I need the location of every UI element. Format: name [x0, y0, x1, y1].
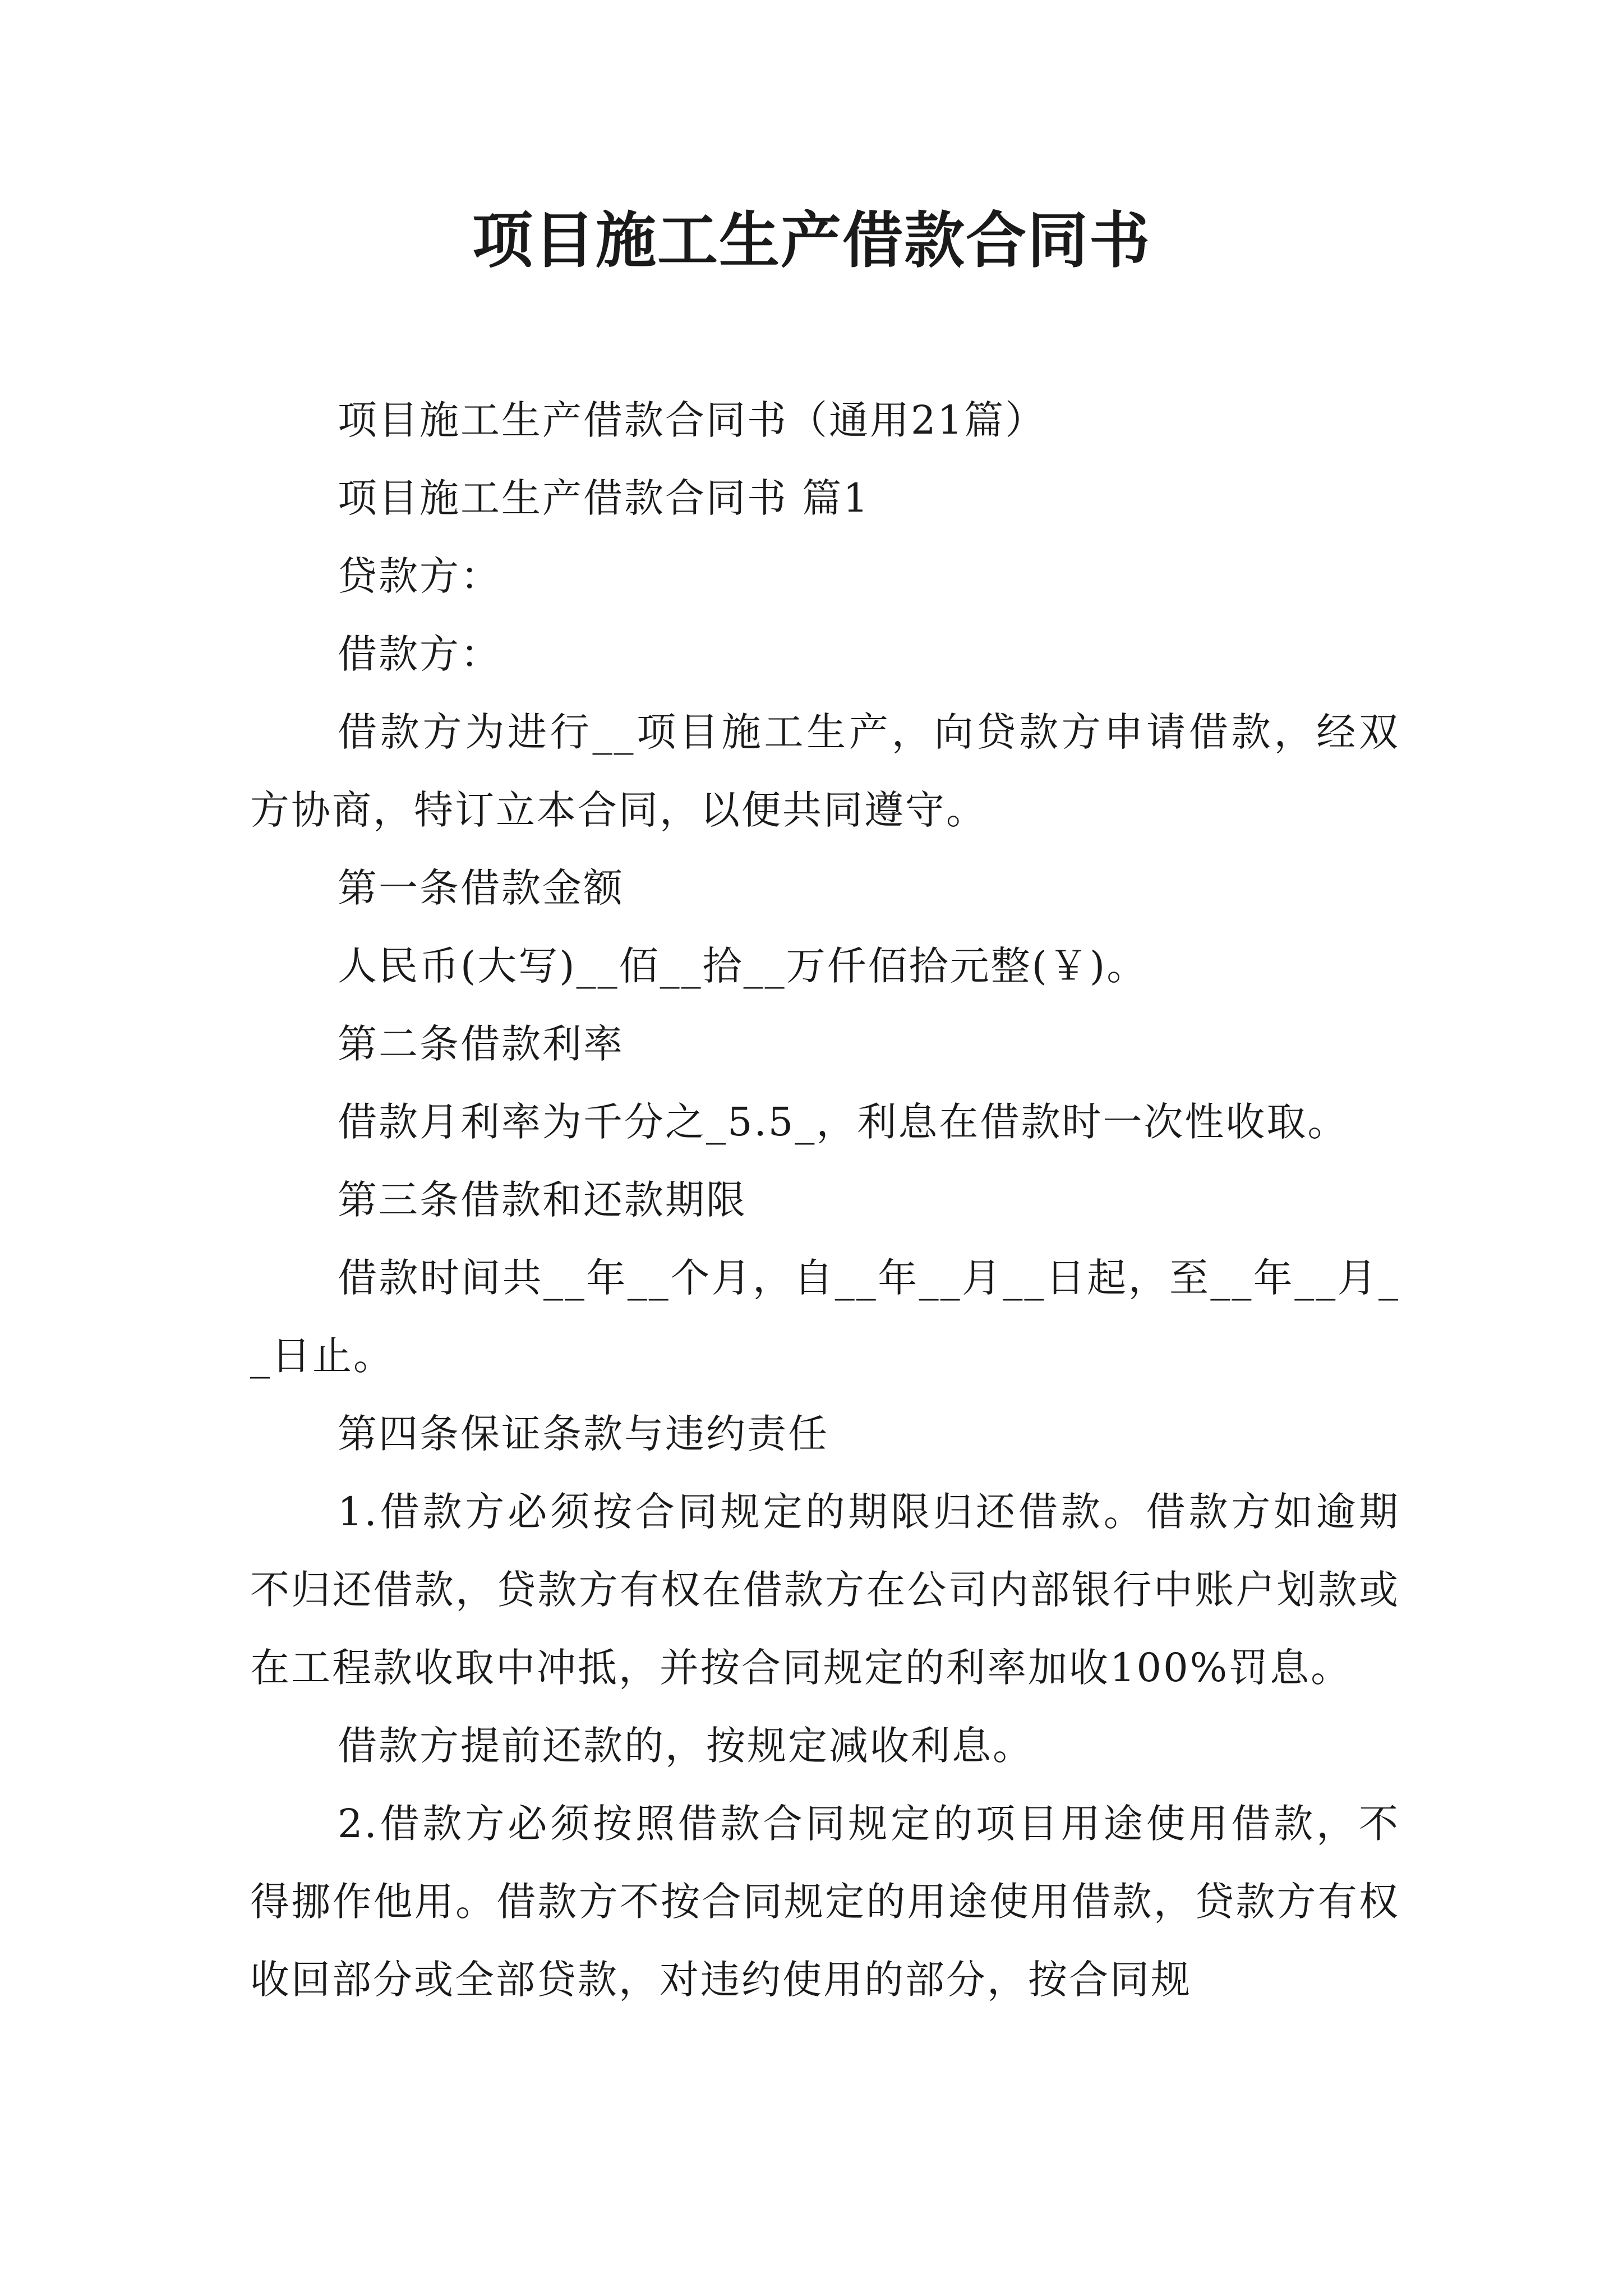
paragraph-article-3-heading: 第三条借款和还款期限 [338, 1177, 747, 1223]
paragraph-article-2-body: 借款月利率为千分之_5.5_，利息在借款时一次性收取。 [338, 1099, 1349, 1145]
paragraph-article-2-heading: 第二条借款利率 [338, 1021, 624, 1067]
paragraph-article-4-early-repayment: 借款方提前还款的，按规定减收利息。 [338, 1723, 1034, 1769]
paragraph-article-1-heading: 第一条借款金额 [338, 865, 624, 911]
paragraph-subtitle: 项目施工生产借款合同书（通用21篇） [338, 397, 1046, 443]
paragraph-article-4-clause-1: 1.借款方必须按合同规定的期限归还借款。借款方如逾期不归还借款，贷款方有权在借款方在公司内部银行中账户划款或在工程款收取中冲抵，并按合同规定的利率加收100%罚息。 [250, 1489, 1400, 1691]
paragraph-article-4-clause-2: 2.借款方必须按照借款合同规定的项目用途使用借款，不得挪作他用。借款方不按合同规定的用途使用借款，贷款方有权收回部分或全部贷款，对违约使用的部分，按合同规 [250, 1801, 1400, 2003]
paragraph-lender: 贷款方： [338, 553, 501, 599]
paragraph-borrower: 借款方： [338, 631, 501, 677]
paragraph-section-heading: 项目施工生产借款合同书 篇1 [338, 475, 870, 521]
paragraph-article-1-body: 人民币(大写)__佰__拾__万仟佰拾元整(￥)。 [338, 943, 1148, 989]
paragraph-article-3-body: 借款时间共__年__个月，自__年__月__日起，至__年__月__日止。 [250, 1255, 1400, 1379]
paragraph-article-4-heading: 第四条保证条款与违约责任 [338, 1411, 829, 1457]
document-title: 项目施工生产借款合同书 [472, 206, 1151, 276]
paragraph-preamble: 借款方为进行__项目施工生产，向贷款方申请借款，经双方协商，特订立本合同，以便共同遵守。 [250, 709, 1400, 833]
document-body [250, 381, 1400, 2019]
